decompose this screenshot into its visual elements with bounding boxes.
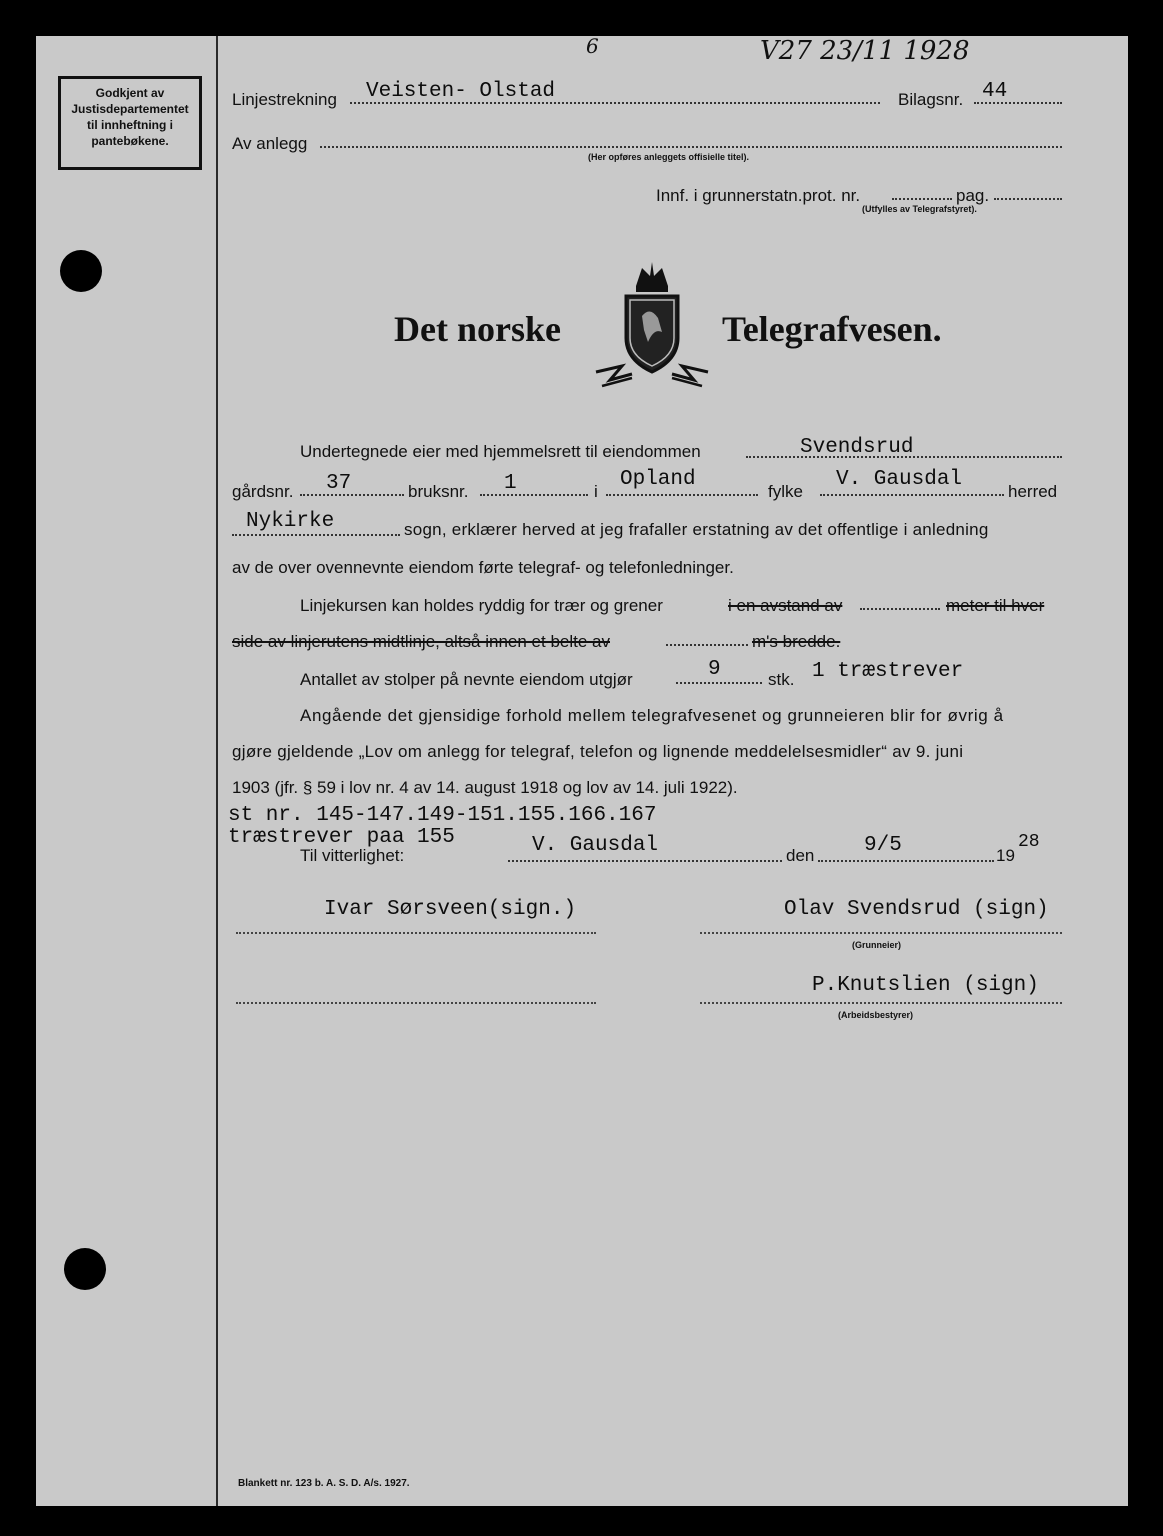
- owner-signature: Olav Svendsrud (sign): [784, 898, 1049, 921]
- witness-2-line: [236, 1002, 596, 1004]
- stolper-value: 9: [708, 658, 721, 681]
- gardsnr-dots: [300, 494, 404, 496]
- p2-strike-b: meter til hver: [946, 596, 1045, 615]
- bruksnr-value: 1: [504, 472, 517, 495]
- manager-line: [700, 1002, 1062, 1004]
- herred-dots: [820, 494, 1004, 496]
- p4-line-1: Angående det gjensidige forhold mellem telegrafvesenet og grunneieren blir for øvrig å: [300, 706, 1004, 725]
- fylke-value: Opland: [620, 468, 696, 491]
- stolper-dots: [676, 682, 762, 684]
- p3-text: Antallet av stolper på nevnte eiendom utgjør: [300, 670, 633, 689]
- eiendom-value: Svendsrud: [800, 436, 914, 459]
- body-line-3: av de over ovennevnte eiendom førte telegraf- og telefonledninger.: [232, 558, 734, 577]
- manager-caption: (Arbeidsbestyrer): [838, 1010, 914, 1020]
- av-anlegg-note: (Her opføres anleggets offisielle titel).: [588, 152, 750, 162]
- den-label: den: [786, 846, 815, 865]
- handwritten-reference: V27 23/11 1928: [760, 36, 970, 66]
- av-anlegg-label: Av anlegg: [232, 134, 308, 153]
- linjestrekning-value: Veisten- Olstad: [366, 80, 556, 103]
- gardsnr-value: 37: [326, 472, 352, 495]
- innf-dots: [892, 198, 952, 200]
- fylke-label: fylke: [768, 482, 803, 501]
- year-prefix: 19: [996, 846, 1015, 865]
- stamp-line: til innheftning i: [87, 118, 173, 132]
- year-suffix: 28: [1018, 832, 1040, 852]
- vitterlighet-label: Til vitterlighet:: [300, 846, 405, 865]
- punch-hole-top: [60, 250, 102, 292]
- i-label: i: [594, 482, 598, 501]
- owner-line: [700, 932, 1062, 934]
- coat-of-arms-icon: [592, 256, 712, 396]
- bilagsnr-value: 44: [982, 80, 1008, 103]
- bruksnr-label: bruksnr.: [408, 482, 469, 501]
- stamp-line: pantebøkene.: [91, 134, 169, 148]
- p2-strike-dots-c: [666, 644, 748, 646]
- title-left: Det norske: [394, 309, 561, 349]
- p2-strike-d: m's bredde.: [752, 632, 841, 651]
- owner-caption: (Grunneier): [852, 940, 902, 950]
- date-value: 9/5: [864, 834, 902, 857]
- place-value: V. Gausdal: [532, 834, 659, 857]
- stamp-line: Godkjent av: [95, 86, 165, 100]
- stolper-extra: 1 træstrever: [812, 660, 964, 683]
- pag-label: pag.: [956, 186, 990, 205]
- p4-line-2: gjøre gjeldende „Lov om anlegg for telegraf, telefon og lignende meddelelsesmidler“ av 9. juni: [232, 742, 964, 761]
- typed-note-2: træstrever paa 155: [228, 826, 455, 849]
- pag-dots: [994, 198, 1062, 200]
- p4-line-3: 1903 (jfr. § 59 i lov nr. 4 av 14. august 1918 og lov av 14. juli 1922).: [232, 778, 738, 797]
- fylke-dots: [606, 494, 758, 496]
- gardsnr-label: gårdsnr.: [232, 482, 294, 501]
- approval-stamp: [58, 76, 202, 170]
- p2-strike-dots-a: [860, 608, 940, 610]
- witness-signature-1: Ivar Sørsveen(sign.): [324, 898, 577, 921]
- bilagsnr-label: Bilagsnr.: [898, 90, 964, 109]
- document-page: [36, 36, 1128, 1506]
- binding-margin-line: [216, 36, 218, 1506]
- p2-strike-a: i en avstand av: [728, 596, 843, 615]
- av-anlegg-dots: [320, 146, 1062, 148]
- p2-strike-c: side av linjerutens midtlinje, altså innen et belte av: [232, 632, 610, 651]
- handwritten-page-number: 6: [586, 34, 599, 58]
- stamp-line: Justisdepartementet: [71, 102, 189, 116]
- herred-label: herred: [1008, 482, 1058, 501]
- herred-value: V. Gausdal: [836, 468, 963, 491]
- sogn-text: sogn, erklærer herved at jeg frafaller erstatning av det offentlige i anledning: [404, 520, 989, 539]
- title-right: Telegrafvesen.: [722, 309, 942, 349]
- innf-note: (Utfylles av Telegrafstyret).: [862, 204, 977, 214]
- p1-text: Undertegnede eier med hjemmelsrett til eiendommen: [300, 442, 701, 461]
- sogn-value: Nykirke: [246, 510, 335, 533]
- innf-label: Innf. i grunnerstatn.prot. nr.: [656, 186, 861, 205]
- p2-text: Linjekursen kan holdes ryddig for trær og grener: [300, 596, 663, 615]
- witness-1-line: [236, 932, 596, 934]
- manager-signature: P.Knutslien (sign): [812, 974, 1039, 997]
- sogn-dots: [232, 534, 400, 536]
- punch-hole-bottom: [64, 1248, 106, 1290]
- date-dots: [818, 860, 994, 862]
- typed-note-1: st nr. 145-147.149-151.155.166.167: [228, 804, 657, 827]
- stk-label: stk.: [768, 670, 795, 689]
- blankett-footer: Blankett nr. 123 b. A. S. D. A/s. 1927.: [238, 1478, 410, 1489]
- linjestrekning-label: Linjestrekning: [232, 90, 337, 109]
- bruksnr-dots: [480, 494, 588, 496]
- place-dots: [508, 860, 782, 862]
